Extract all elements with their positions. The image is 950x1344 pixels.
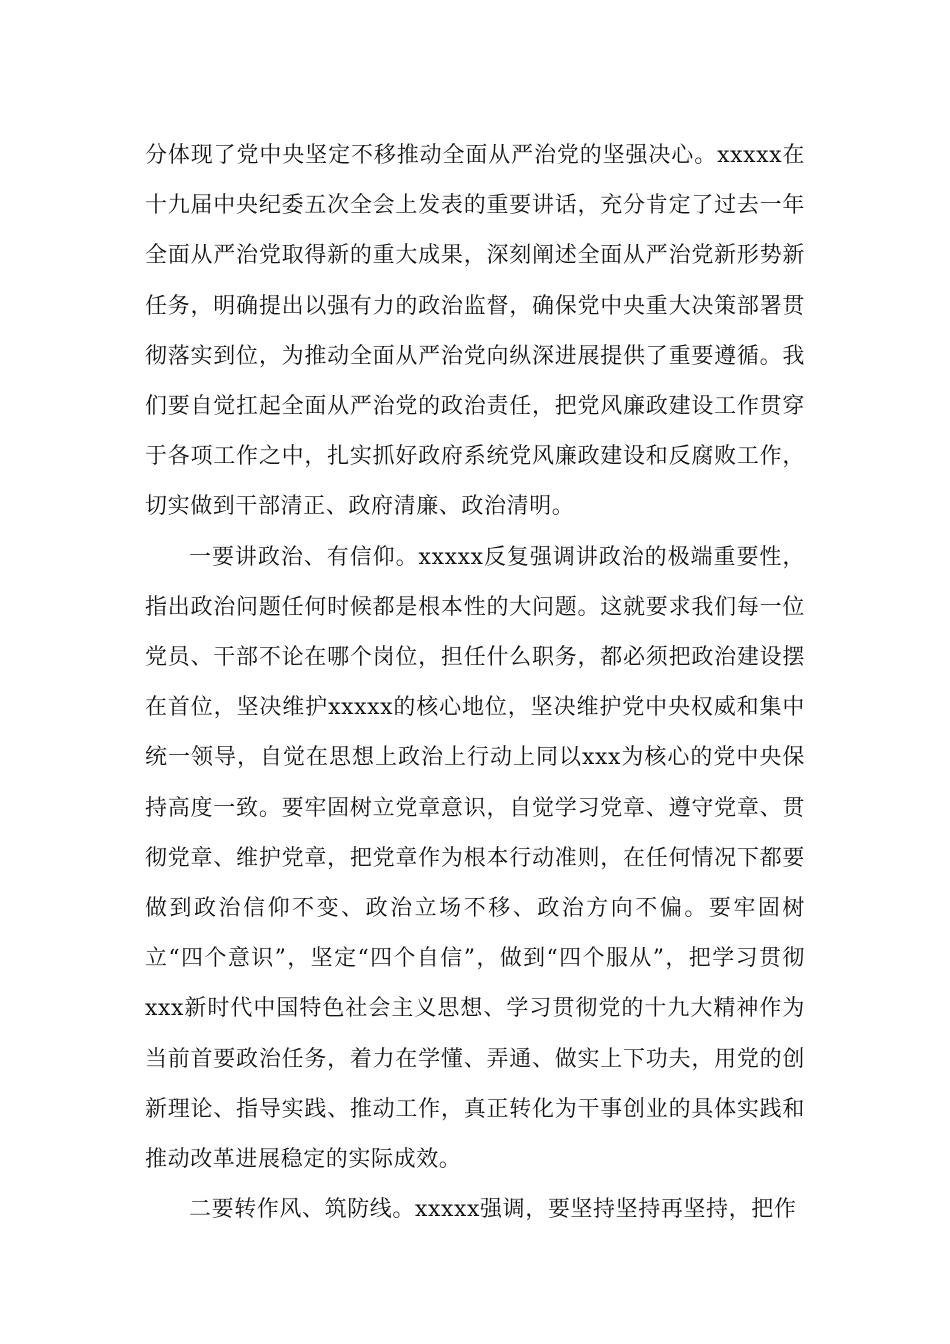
document-body	[145, 131, 805, 1235]
paragraph-continuation: 分体现了党中央坚定不移推动全面从严治党的坚强决心。xxxxx在十九届中央纪委五次全会上发表的重要讲话，充分肯定了过去一年全面从严治党取得新的重大成果，深刻阐述全面从严治党新形势新任务，明确提出以强有力的政治监督，确保党中央重大决策部署贯彻落实到位，为推动全面从严治党向纵深进展提供了重要遵循。我们要自觉扛起全面从严治党的政治责任，把党风廉政建设工作贯穿于各项工作之中，扎实抓好政府系统党风廉政建设和反腐败工作，切实做到干部清正、政府清廉、政治清明。	[145, 143, 805, 520]
paragraph-politics-belief: 一要讲政治、有信仰。xxxxx反复强调讲政治的极端重要性，指出政治问题任何时候都是根本性的大问题。这就要求我们每一位党员、干部不论在哪个岗位，担任什么职务，都必须把政治建设摆在首位，坚决维护xxxxx的核心地位，坚决维护党中央权威和集中统一领导，自觉在思想上政治上行动上同以xxx为核心的党中央保持高度一致。要牢固树立党章意识，自觉学习党章、遵守党章、贯彻党章、维护党章，把党章作为根本行动准则，在任何情况下都要做到政治信仰不变、政治立场不移、政治方向不偏。要牢固树立“四个意识”，坚定“四个自信”，做到“四个服从”，把学习贯彻xxx新时代中国特色社会主义思想、学习贯彻党的十九大精神作为当前首要政治任务，着力在学懂、弄通、做实上下功夫，用党的创新理论、指导实践、推动工作，真正转化为干事创业的具体实践和推动改革进展稳定的实际成效。	[145, 544, 805, 1173]
paragraph-work-style: 二要转作风、筑防线。xxxxx强调，要坚持坚持再坚持，把作	[189, 1197, 797, 1223]
